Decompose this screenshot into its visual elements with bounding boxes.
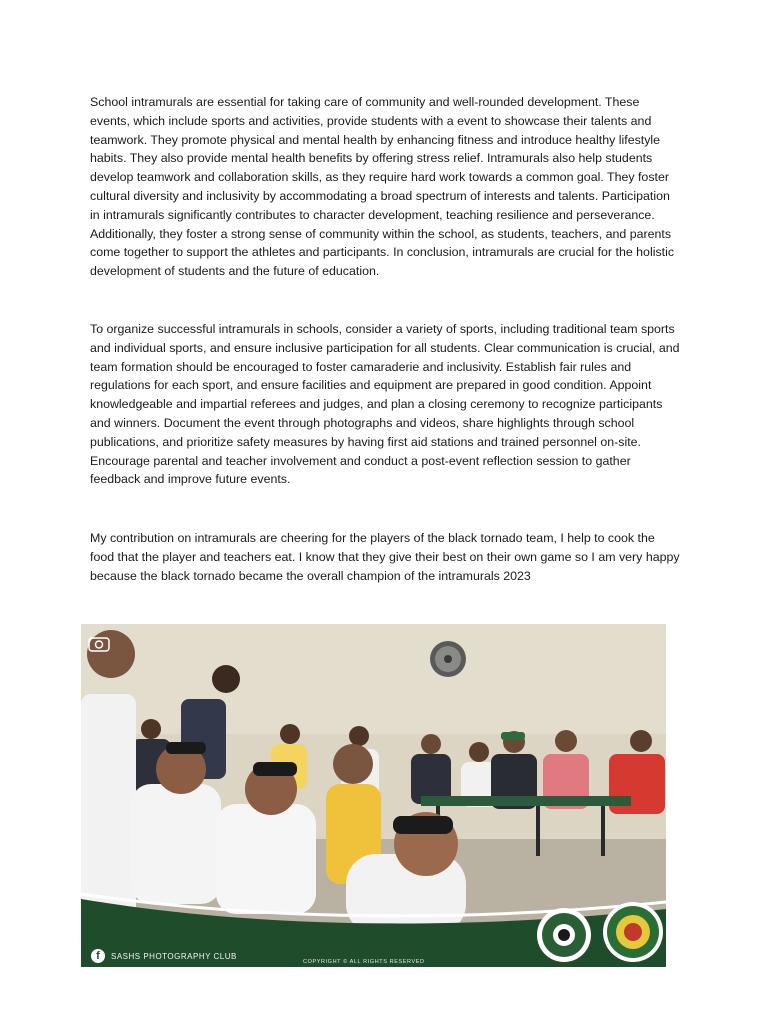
- classroom-scene: [81, 624, 666, 967]
- paragraph-contribution: My contribution on intramurals are cheering for the players of the black tornado team, I help to cook the food that the player and teachers eat. I know that they give their best on their own game so I am very happy because the black tornado became the overall champion of the intramurals 2023: [90, 531, 680, 583]
- paragraph-importance: School intramurals are essential for taking care of community and well-rounded development. These events, which include sports and activities, provide students with a event to showcase their talents and teamwork. They promote physical and mental health by enhancing fitness and introduce healthy lifestyle habits. They also provide mental health benefits by offering stress relief. Intramurals also help students develop teamwork and collaboration skills, as they require hard work towards a common goal. They foster cultural diversity and inclusivity by accommodating a broad spectrum of interests and talents. Participation in intramurals significantly contributes to character development, teaching resilience and perseverance. Additionally, they foster a strong sense of community within the school, as students, teachers, and parents come together to support the athletes and participants. In conclusion, intramurals are crucial for the holistic development of students and the future of education.: [90, 95, 675, 279]
- intramurals-photo: [81, 624, 666, 967]
- facebook-icon: f: [91, 949, 105, 963]
- photo-credit-label: SASHS PHOTOGRAPHY CLUB: [111, 952, 237, 961]
- paragraph-organizing: To organize successful intramurals in schools, consider a variety of sports, including traditional team sports and individual sports, and ensure inclusive participation for all students. Clear communication is crucial, and team formation should be encouraged to foster camaraderie and inclusivity. Establish fair rules and regulations for each sport, and ensure facilities and equipment are prepared in good condition. Appoint knowledgeable and impartial referees and judges, and plan a closing ceremony to recognize participants and winners. Document the event through photographs and videos, share highlights through school publications, and prioritize safety measures by having first aid stations and trained personnel on-site. Encourage parental and teacher involvement and conduct a post-event reflection session to gather feedback and improve future events.: [90, 322, 680, 487]
- copyright-notice: COPYRIGHT © ALL RIGHTS RESERVED: [303, 959, 425, 965]
- school-seal: [603, 902, 663, 962]
- wall-fan: [430, 641, 466, 677]
- photography-club-seal: [537, 908, 591, 962]
